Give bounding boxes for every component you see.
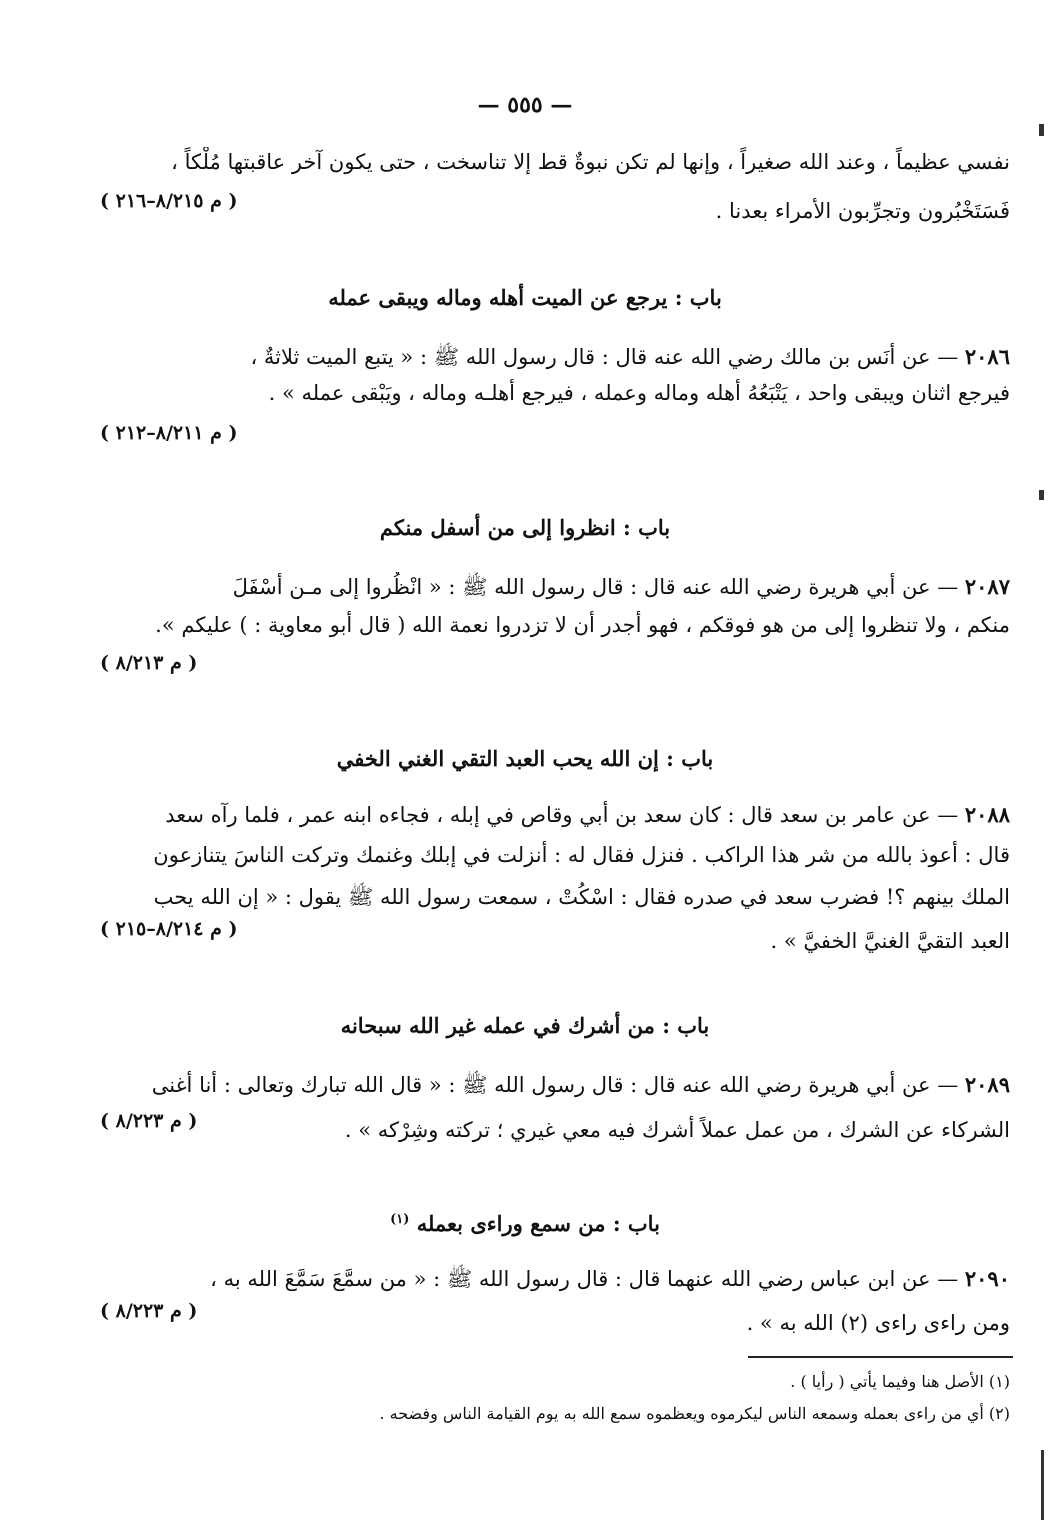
hadith-2088-line-4: العبد التقيَّ الغنيَّ الخفيَّ » . bbox=[770, 929, 1010, 953]
chapter-heading-2089: باب : من أشرك في عمله غير الله سبحانه bbox=[340, 1013, 710, 1038]
page-number: — ٥٥٥ — bbox=[477, 92, 573, 118]
hadith-2088-line-2: قال : أعوذ بالله من شر هذا الراكب . فنزل فقال له : أنزلت في إبلك وغنمك وتركت الناسَ يتنازعون bbox=[153, 843, 1010, 867]
footnote-divider bbox=[748, 1356, 1013, 1358]
chapter-heading-2090-text: باب : من سمع وراءى بعمله bbox=[416, 1211, 660, 1236]
hadith-number-2086: ٢٠٨٦ bbox=[964, 344, 1010, 369]
hadith-2088-reference: ( م ٨/٢١٤–٢١٥ ) bbox=[100, 918, 238, 940]
chapter-heading-2087: باب : انظروا إلى من أسفل منكم bbox=[379, 515, 671, 540]
hadith-2087-reference: ( م ٨/٢١٣ ) bbox=[100, 652, 198, 674]
hadith-2090-line-2: ومن راءى راءى (٢) الله به » . bbox=[746, 1311, 1010, 1335]
scan-edge-mark bbox=[1041, 1450, 1044, 1520]
hadith-number-2088: ٢٠٨٨ bbox=[964, 802, 1010, 827]
hadith-number-2089: ٢٠٨٩ bbox=[964, 1072, 1010, 1097]
scan-edge-mark bbox=[1039, 124, 1044, 136]
chapter-heading-2090 bbox=[0, 1204, 1050, 1240]
hadith-2086-reference: ( م ٨/٢١١–٢١٢ ) bbox=[100, 422, 238, 444]
hadith-2087-text-1: — عن أبي هريرة رضي الله عنه قال : قال رسول الله ﷺ : « انْظُروا إلى مـن أسْفَلَ bbox=[232, 575, 965, 599]
hadith-2090-reference: ( م ٨/٢٢٣ ) bbox=[100, 1300, 198, 1322]
footnote-2: (٢) أي من راءى بعمله وسمعه الناس ليكرموه ويعظموه سمع الله به يوم القيامة الناس وفضحه . bbox=[379, 1404, 1010, 1423]
intro-reference: ( م ٨/٢١٥–٢١٦ ) bbox=[100, 190, 238, 212]
hadith-2088-line-3: الملك بينهم ؟! فضرب سعد في صدره فقال : اسْكُتْ ، سمعت رسول الله ﷺ يقول : « إن الله يحب bbox=[153, 885, 1010, 909]
hadith-number-2090: ٢٠٩٠ bbox=[964, 1266, 1010, 1291]
hadith-2089-line-2: الشركاء عن الشرك ، من عمل عملاً أشرك فيه معي غيري ؛ تركته وشِرْكه » . bbox=[344, 1118, 1010, 1142]
scan-edge-mark bbox=[1039, 490, 1044, 500]
hadith-2088-text-1: — عن عامر بن سعد قال : كان سعد بن أبي وقاص في إبله ، فجاءه ابنه عمر ، فلما رآه سعد bbox=[165, 803, 965, 827]
hadith-2087-line-1 bbox=[80, 572, 1010, 602]
hadith-2090-text-1: — عن ابن عباس رضي الله عنهما قال : قال رسول الله ﷺ : « من سمَّعَ سَمَّعَ الله به ، bbox=[210, 1267, 965, 1291]
hadith-2089-text-1: — عن أبي هريرة رضي الله عنه قال : قال رسول الله ﷺ : « قال الله تبارك وتعالى : أنا أغنى bbox=[151, 1073, 965, 1097]
hadith-2086-text-1: — عن أنَس بن مالك رضي الله عنه قال : قال رسول الله ﷺ : « يتبع الميت ثلاثةٌ ، bbox=[250, 345, 965, 369]
hadith-2089-line-1 bbox=[80, 1070, 1010, 1100]
hadith-2088-line-1 bbox=[80, 800, 1010, 830]
hadith-2086-line-2: فيرجع اثنان ويبقى واحد ، يَتْبَعُهُ أهله وماله وعمله ، فيرجع أهلـه وماله ، ويَبْقى عمله » . bbox=[268, 381, 1010, 405]
footnote-marker-1: (١) bbox=[390, 1212, 410, 1227]
intro-line-2: فَسَتَخْبُرون وتجرِّبون الأمراء بعدنا . bbox=[715, 199, 1010, 223]
chapter-heading-2088: باب : إن الله يحب العبد التقي الغني الخفي bbox=[336, 746, 714, 771]
intro-line-1: نفسي عظيماً ، وعند الله صغيراً ، وإنها لم تكن نبوةٌ قط إلا تناسخت ، حتى يكون آخر عاقبتها مُلْكاً ، bbox=[171, 150, 1010, 174]
hadith-number-2087: ٢٠٨٧ bbox=[964, 574, 1010, 599]
hadith-2089-reference: ( م ٨/٢٢٣ ) bbox=[100, 1110, 198, 1132]
hadith-2090-line-1 bbox=[80, 1264, 1010, 1294]
hadith-2086-line-1 bbox=[80, 342, 1010, 372]
hadith-2087-line-2: منكم ، ولا تنظروا إلى من هو فوقكم ، فهو أجدر أن لا تزدروا نعمة الله ( قال أبو معاوية : ) عليكم ». bbox=[155, 613, 1010, 637]
chapter-heading-2086: باب : يرجع عن الميت أهله وماله ويبقى عمله bbox=[328, 285, 722, 310]
footnote-1: (١) الأصل هنا وفيما يأتي ( رأيا ) . bbox=[790, 1372, 1010, 1391]
